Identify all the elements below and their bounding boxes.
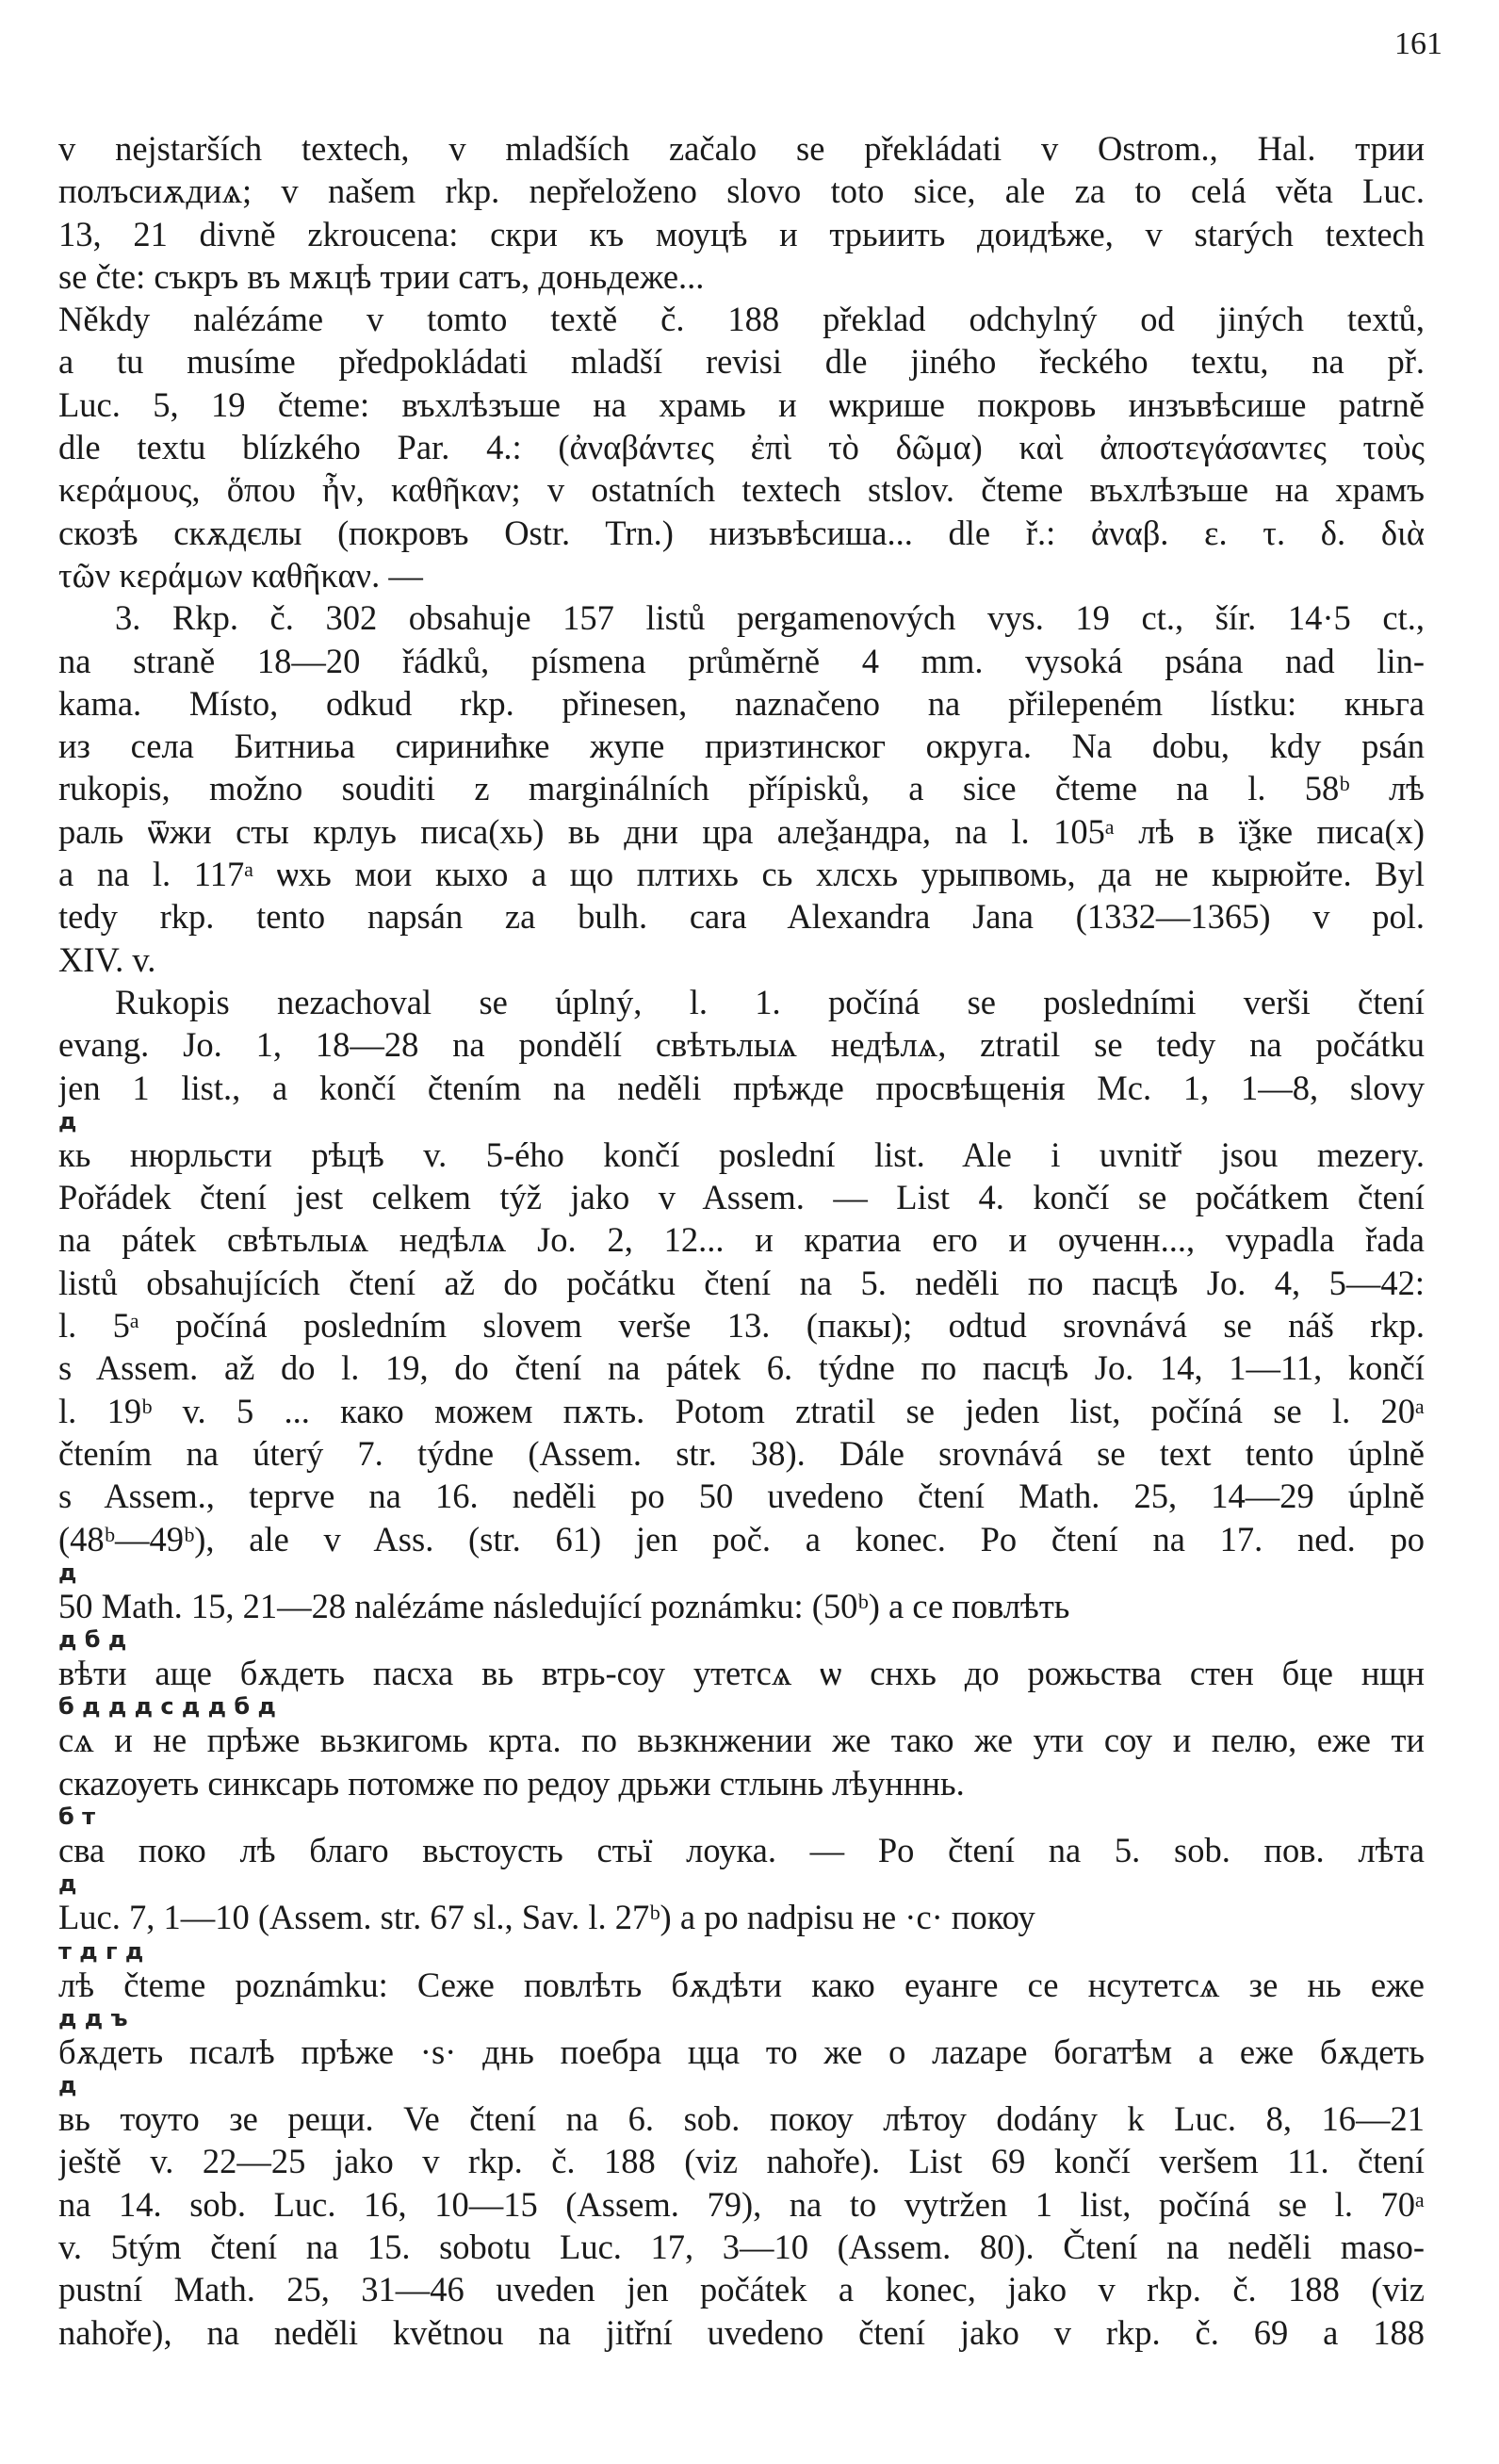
text-line: nahoře), na neděli květnou na jitřní uvedeno čtení jako v rkp. č. 69 a 188 xyxy=(58,2312,1425,2352)
text-line: evang. Jo. 1, 18—28 na pondělí свѣтьлыѧ недѣлѧ, ztratil se tedy na počátku xyxy=(58,1025,1425,1065)
text-line: (48ᵇ—49ᵇ), ale v Ass. (str. 61) jen poč. a konec. Po čtení na 17. ned. po xyxy=(58,1519,1425,1558)
text-line: Luc. 5, 19 čteme: въхлѣзъше на храмь и ѡкрише покровь инзъвѣсише patrně xyxy=(58,384,1425,424)
text-line: 13, 21 divně zkroucena: скри къ моуцѣ и трьиить доидѣже, v starých textech xyxy=(58,214,1425,253)
text-line: скозѣ скѫдєлы (покровъ Ostr. Trn.) низъвѣсиша... dle ř.: ἀναβ. ε. τ. δ. διὰ xyxy=(58,513,1425,552)
page-number: 161 xyxy=(1394,26,1442,61)
text-line: скаzоуеть синксарь потомже по редоу дрьжи стлынь лѣунннь. xyxy=(58,1763,965,1803)
text-line: XIV. v. xyxy=(58,939,156,979)
text-line: se čte: съкръ въ мѫцѣ трии сатъ, доньдеже... xyxy=(58,256,705,296)
text-line: Rukopis nezachoval se úplný, l. 1. počíná se posledními verši čtení xyxy=(115,982,1425,1021)
text-line: jen 1 list., a končí čtením na neděli прѣжде просвѣщенія Mc. 1, 1—8, slovy xyxy=(58,1068,1425,1107)
text-line: кь нюрльсти рѣцѣ v. 5-ého končí poslední list. Ale i uvnitř jsou mezery. xyxy=(58,1134,1425,1174)
text-line: čtením na úterý 7. týdne (Assem. str. 38). Dále srovnává se text tento úplně xyxy=(58,1433,1425,1473)
text-line: κεράμους, ὅπου ἦν, καθῆκαν; v ostatních textech stslov. čteme въхлѣзъше на храмъ xyxy=(58,470,1425,510)
text-line: τῶν κεράμων καθῆκαν. — xyxy=(58,555,423,595)
superscript-row: д xyxy=(58,1108,77,1134)
text-line: pustní Math. 25, 31—46 uveden jen počátek a konec, jako v rkp. č. 188 (viz xyxy=(58,2270,1425,2309)
text-line: бѫдеть псалѣ прѣже ·ѕ· днь поебра цца то же о лаzаре богатѣм а еже бѫдеть xyxy=(58,2032,1425,2071)
text-line: na 14. sob. Luc. 16, 10—15 (Assem. 79), na to vytržen 1 list, počíná se l. 70ᵃ xyxy=(58,2184,1425,2224)
text-line: rukopis, možno souditi z marginálních přípisků, a sice čteme na l. 58ᵇ лѣ xyxy=(58,769,1425,808)
superscript-row: б д д д с д д б д xyxy=(58,1694,276,1720)
text-line: Luc. 7, 1—10 (Assem. str. 67 sl., Sav. l. 27ᵇ) a po nadpisu не ·с· покоу xyxy=(58,1898,1035,1937)
text-line: рaль ѿжи сты крлуь писа(хь) вь дни цра алеѯандра, na l. 105ᵃ лѣ в їѯке писа(х) xyxy=(58,811,1425,851)
superscript-row: д д ъ xyxy=(58,2005,128,2031)
text-line: из села Битниьа сиринићке жупе призтинског округа. Na dobu, kdy psán xyxy=(58,726,1425,766)
superscript-row: т д г д xyxy=(58,1938,144,1964)
text-line: 50 Math. 15, 21—28 nalézáme následující poznámku: (50ᵇ) а се повлѣть xyxy=(58,1586,1070,1625)
text-line: l. 19ᵇ v. 5 ... како можем пѫть. Potom ztratil se jeden list, počíná se l. 20ᵃ xyxy=(58,1391,1425,1430)
text-line: s Assem., teprve na 16. neděli po 50 uvedeno čtení Math. 25, 14—29 úplně xyxy=(58,1477,1425,1516)
text-line: вѣти аще бѫдеть пасха вь втрь-соу утетсѧ ѡ снхь до рожьства стен бце нщн xyxy=(58,1654,1425,1693)
superscript-row: д б д xyxy=(58,1627,127,1653)
text-line: сва поко лѣ благо вьстоусть стьї лоука. — Po čtení na 5. sob. пов. лѣта xyxy=(58,1830,1425,1869)
text-line: v nejstarších textech, v mladších začalo se překládati v Ostrom., Hal. трии xyxy=(58,129,1425,168)
superscript-row: б т xyxy=(58,1803,96,1829)
text-line: na pátek свѣтьлыѧ недѣлѧ Jo. 2, 12... и кратиа его и оученн..., vypadla řada xyxy=(58,1220,1425,1260)
superscript-row: д xyxy=(58,1559,77,1585)
text-line: listů obsahujících čtení až do počátku čtení na 5. neděli по пасцѣ Jo. 4, 5—42: xyxy=(58,1263,1425,1302)
text-line: 3. Rkp. č. 302 obsahuje 157 listů pergamenových vys. 19 ct., šír. 14·5 ct., xyxy=(115,598,1425,638)
text-line: v. 5tým čtení na 15. sobotu Luc. 17, 3—10 (Assem. 80). Čtení na neděli maso- xyxy=(58,2227,1425,2267)
text-line: вь тоуто зе рещи. Ve čtení na 6. sob. покоу лѣтоу dodány k Luc. 8, 16—21 xyxy=(58,2099,1425,2139)
text-line: s Assem. až do l. 19, do čtení na pátek 6. týdne по пасцѣ Jo. 14, 1—11, končí xyxy=(58,1348,1425,1388)
text-line: l. 5ᵃ počíná posledním slovem verše 13. (пакы); odtud srovnává se náš rkp. xyxy=(58,1306,1425,1346)
text-line: a tu musíme předpokládati mladší revisi dle jiného řeckého textu, na př. xyxy=(58,342,1425,382)
superscript-row: д xyxy=(58,2073,77,2098)
text-line: na straně 18—20 řádků, písmena průměrně 4 mm. vysoká psána nad lin- xyxy=(58,641,1425,680)
text-line: лѣ čteme poznámku: Сеже повлѣть бѫдѣти како еуанге се нсутетсѧ зе нь еже xyxy=(58,1965,1425,2004)
text-line: Pořádek čtení jest celkem týž jako v Assem. — List 4. končí se počátkem čtení xyxy=(58,1178,1425,1217)
page-body xyxy=(58,127,1425,2354)
text-line: Někdy nalézáme v tomto textě č. 188 překlad odchylný od jiných textů, xyxy=(58,300,1425,339)
text-line: kama. Místo, odkud rkp. přinesen, naznačeno na přilepeném lístku: кньга xyxy=(58,683,1425,723)
superscript-row: д xyxy=(58,1871,77,1897)
text-line: a na l. 117ᵃ ѡхь мои кыхо а що плтихь сь хлсхь урыпвомь, да не кырюйте. Byl xyxy=(58,855,1425,894)
text-line: tedy rkp. tento napsán za bulh. cara Alexandra Jana (1332—1365) v pol. xyxy=(58,897,1425,937)
text-line: dle textu blízkého Par. 4.: (ἀναβάντες ἐπὶ τὸ δῶμα) καὶ ἀποστεγάσαντες τοὺς xyxy=(58,428,1425,467)
text-line: сѧ и не прѣже вьзкигомь крта. по вьзкнжении же тако же ути соу и пелю, еже ти xyxy=(58,1721,1425,1760)
text-line: ještě v. 22—25 jako v rkp. č. 188 (viz nahoře). List 69 končí veršem 11. čtení xyxy=(58,2142,1425,2181)
text-line: полъсиѫдиѧ; v našem rkp. nepřeloženo slovo toto sice, ale za to celá věta Luc. xyxy=(58,171,1425,211)
